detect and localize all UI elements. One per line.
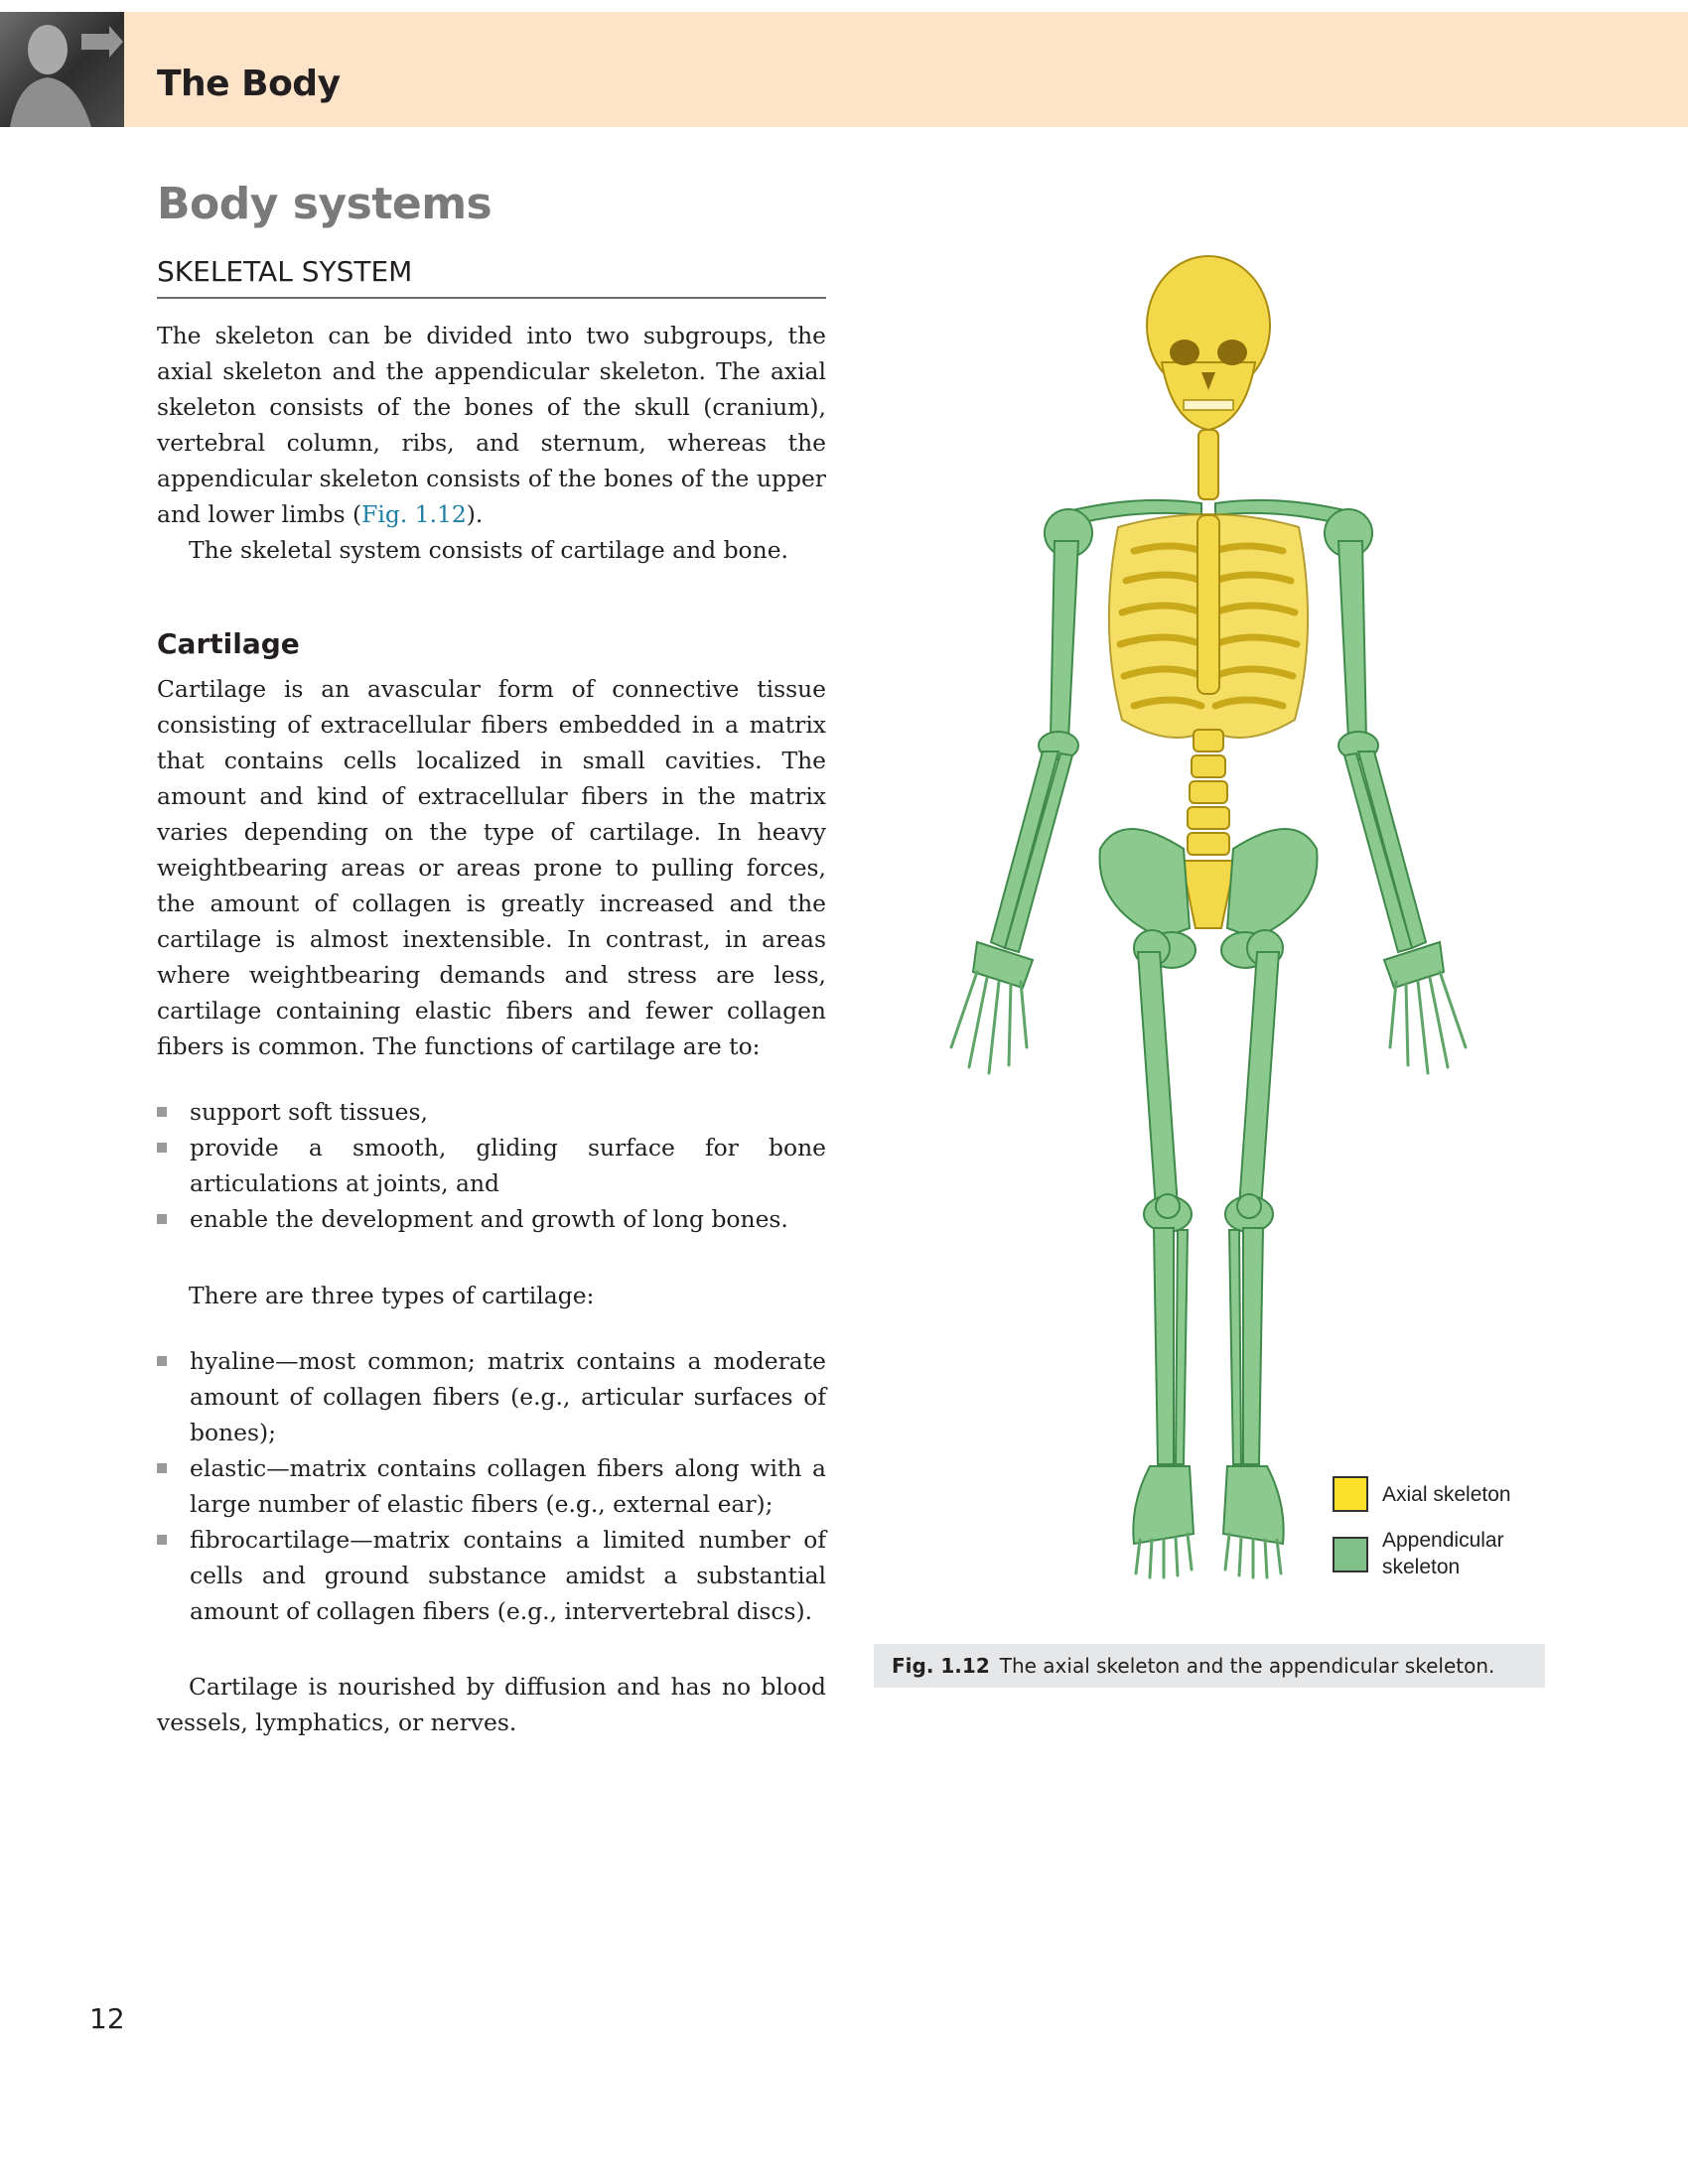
running-header bbox=[0, 12, 1688, 127]
intro-paragraph-1 bbox=[157, 318, 826, 532]
figure-caption-text: The axial skeleton and the appendicular skeleton. bbox=[999, 1654, 1495, 1678]
appendicular-legend-line-1: Appendicular bbox=[1382, 1529, 1504, 1552]
heading-rule bbox=[157, 297, 826, 299]
cartilage-heading: Cartilage bbox=[157, 627, 300, 660]
skeleton-illustration bbox=[874, 253, 1549, 1623]
subsection-title: SKELETAL SYSTEM bbox=[157, 255, 413, 288]
sternum bbox=[1197, 515, 1219, 694]
axial-legend-label: Axial skeleton bbox=[1382, 1483, 1511, 1506]
intro-paragraph-1-text: The skeleton can be divided into two subgroups, the axial skeleton and the appendicular skeleton. The axial skeleton consists of the bones of the skull (cranium), vertebral column, ribs, and sternum, whereas the appendicular skeleton consists of the bones of the upper and lower limbs ( bbox=[157, 322, 826, 528]
appendicular-legend-swatch bbox=[1333, 1537, 1368, 1572]
left-leg bbox=[1133, 930, 1194, 1577]
cartilage-types-list bbox=[157, 1343, 826, 1629]
skull bbox=[1147, 256, 1270, 430]
figure-reference-link[interactable]: Fig. 1.12 bbox=[361, 500, 467, 528]
header-title: The Body bbox=[157, 64, 341, 104]
appendicular-legend-line-2: skeleton bbox=[1382, 1556, 1461, 1578]
page-number: 12 bbox=[89, 2002, 125, 2035]
ribcage bbox=[1109, 514, 1308, 738]
list-item: enable the development and growth of long bones. bbox=[157, 1201, 826, 1237]
skeleton-figure bbox=[874, 253, 1549, 1623]
list-item: provide a smooth, gliding surface for bone articulations at joints, and bbox=[157, 1130, 826, 1201]
intro-text bbox=[157, 318, 826, 568]
vertebral-column bbox=[1182, 730, 1235, 928]
header-thumbnail-image bbox=[0, 12, 124, 127]
figure-caption bbox=[874, 1644, 1545, 1688]
cartilage-paragraph: Cartilage is an avascular form of connective tissue consisting of extracellular fibers embedded in a matrix that contains cells localized in small cavities. The amount and kind of extracellular fibers in the matrix varies depending on the type of cartilage. In heavy weightbearing areas or areas prone to pulling forces, the amount of collagen is greatly increased and the cartilage is almost inextensible. In contrast, in areas where weightbearing demands and stress are less, cartilage containing elastic fibers and fewer collagen fibers is common. The functions of cartilage are to: bbox=[157, 675, 826, 1060]
intro-paragraph-2: The skeletal system consists of cartilage and bone. bbox=[189, 536, 788, 564]
intro-paragraph-1-end: ). bbox=[466, 500, 484, 528]
right-arm bbox=[1325, 509, 1466, 1073]
right-leg bbox=[1223, 930, 1284, 1577]
section-title: Body systems bbox=[157, 179, 492, 229]
cartilage-types-intro: There are three types of cartilage: bbox=[189, 1282, 595, 1309]
cartilage-text bbox=[157, 671, 826, 1740]
figure-caption-label: Fig. 1.12 bbox=[892, 1654, 990, 1678]
list-item: hyaline—most common; matrix contains a moderate amount of collagen fibers (e.g., articular surfaces of bones); bbox=[157, 1343, 826, 1450]
cartilage-closing-paragraph: Cartilage is nourished by diffusion and has no blood vessels, lymphatics, or nerves. bbox=[157, 1673, 826, 1736]
appendicular-legend-label bbox=[1382, 1527, 1504, 1580]
axial-legend-swatch bbox=[1333, 1476, 1368, 1512]
cartilage-functions-list bbox=[157, 1094, 826, 1237]
list-item: elastic—matrix contains collagen fibers along with a large number of elastic fibers (e.g., external ear); bbox=[157, 1450, 826, 1522]
left-arm bbox=[951, 509, 1092, 1073]
list-item: support soft tissues, bbox=[157, 1094, 826, 1130]
list-item: fibrocartilage—matrix contains a limited number of cells and ground substance amidst a substantial amount of collagen fibers (e.g., intervertebral discs). bbox=[157, 1522, 826, 1629]
